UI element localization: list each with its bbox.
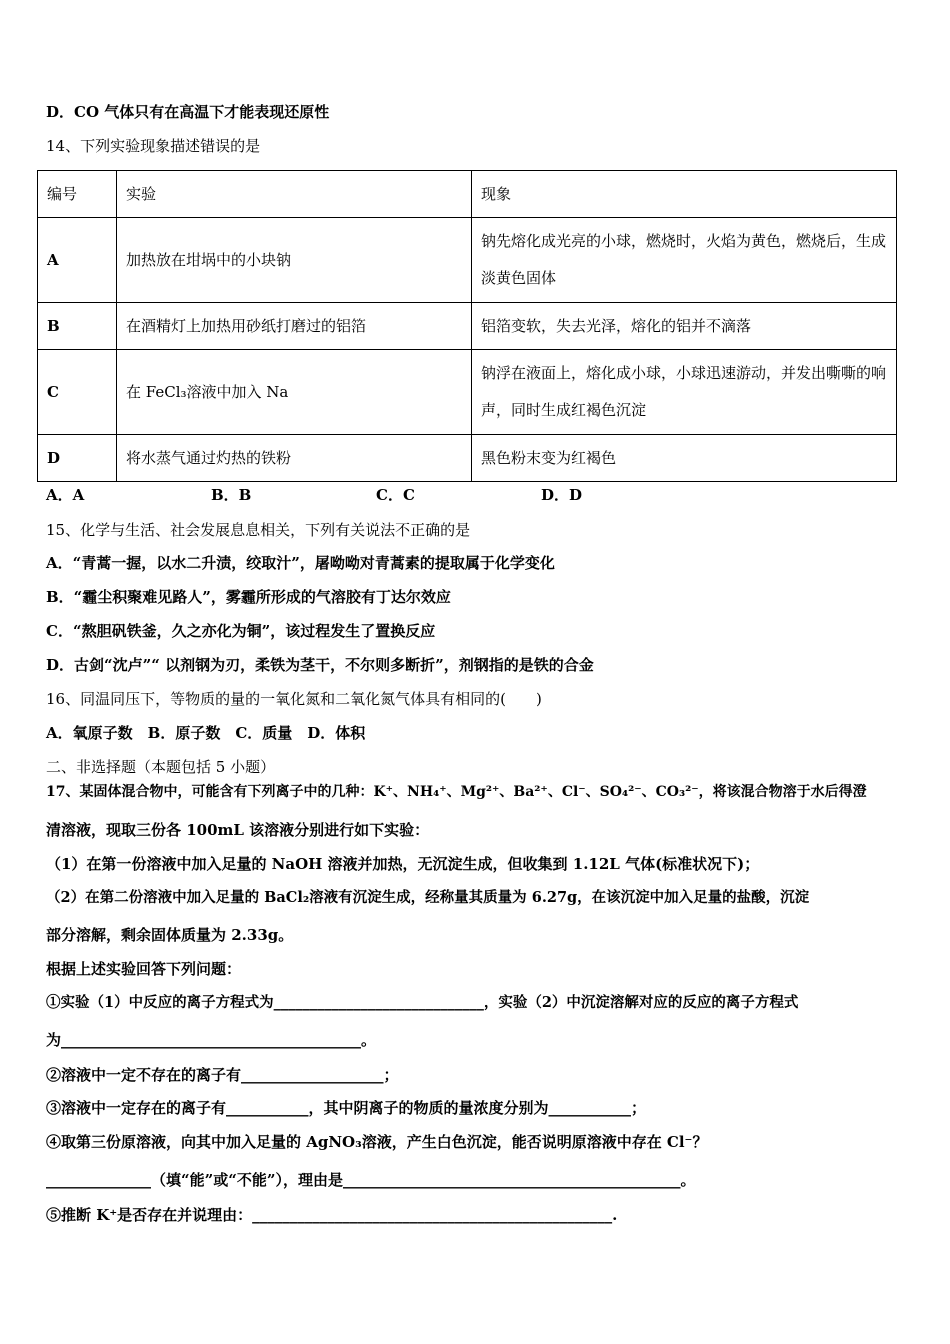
q16-options: A．氧原子数 B．原子数 C．质量 D．体积 <box>46 724 366 742</box>
q14-options <box>46 485 706 505</box>
q17-line: ⑤推断 K⁺是否存在并说理由：________________________________________________. <box>46 1206 618 1224</box>
header-id: 编号 <box>38 171 117 218</box>
row-obs: 黑色粉末变为红褐色 <box>472 435 897 482</box>
row-obs: 钠先熔化成光亮的小球，燃烧时，火焰为黄色，燃烧后，生成淡黄色固体 <box>472 218 897 303</box>
option-a[interactable]: A．A <box>46 486 85 504</box>
q15-option-b: B．“霾尘积聚难见路人”，雾霾所形成的气溶胶有丁达尔效应 <box>46 588 451 606</box>
row-id: B <box>38 303 117 350</box>
q14-stem: 14、下列实验现象描述错误的是 <box>46 137 261 155</box>
q17-line: 清溶液，现取三份各 100mL 该溶液分别进行如下实验： <box>46 821 430 839</box>
row-id: A <box>38 218 117 303</box>
q13-option-d: D．CO 气体只有在高温下才能表现还原性 <box>46 103 330 121</box>
q17-line: 为________________________________________。 <box>46 1031 377 1049</box>
option-d[interactable]: D．D <box>541 486 583 504</box>
q17-line: 根据上述实验回答下列问题： <box>46 960 242 978</box>
q17-line: ②溶液中一定不存在的离子有___________________； <box>46 1066 399 1084</box>
q17-line: （2）在第二份溶液中加入足量的 BaCl₂溶液有沉淀生成，经称量其质量为 6.27g，在该沉淀中加入足量的盐酸，沉淀 <box>46 889 810 906</box>
row-exp: 加热放在坩埚中的小块钠 <box>117 218 472 303</box>
option-b[interactable]: B．B <box>211 486 252 504</box>
row-exp: 在 FeCl₃溶液中加入 Na <box>117 350 472 435</box>
q17-line: 部分溶解，剩余固体质量为 2.33g。 <box>46 926 294 944</box>
q17-line: ①实验（1）中反应的离子方程式为_____________________________，实验（2）中沉淀溶解对应的反应的离子方程式 <box>46 994 799 1011</box>
q14-table <box>37 170 897 482</box>
q15-stem: 15、化学与生活、社会发展息息相关，下列有关说法不正确的是 <box>46 521 471 539</box>
header-exp: 实验 <box>117 171 472 218</box>
q17-line: ______________（填“能”或“不能”），理由是_____________________________________________。 <box>46 1171 696 1189</box>
q15-option-c: C．“熬胆矾铁釜，久之亦化为铜”，该过程发生了置换反应 <box>46 622 436 640</box>
row-obs: 钠浮在液面上，熔化成小球，小球迅速游动，并发出嘶嘶的响声，同时生成红褐色沉淀 <box>472 350 897 435</box>
header-obs: 现象 <box>472 171 897 218</box>
row-obs: 铝箔变软，失去光泽，熔化的铝并不滴落 <box>472 303 897 350</box>
q16-stem: 16、同温同压下，等物质的量的一氧化氮和二氧化氮气体具有相同的( ) <box>46 690 542 708</box>
q17-line: ④取第三份原溶液，向其中加入足量的 AgNO₃溶液，产生白色沉淀，能否说明原溶液中存在 Cl⁻？ <box>46 1133 708 1151</box>
q17-line: ③溶液中一定存在的离子有___________，其中阴离子的物质的量浓度分别为___________； <box>46 1099 647 1117</box>
row-id: D <box>38 435 117 482</box>
row-exp: 在酒精灯上加热用砂纸打磨过的铝箔 <box>117 303 472 350</box>
section-heading: 二、非选择题（本题包括 5 小题） <box>46 758 276 776</box>
row-exp: 将水蒸气通过灼热的铁粉 <box>117 435 472 482</box>
q17-line: （1）在第一份溶液中加入足量的 NaOH 溶液并加热，无沉淀生成，但收集到 1.12L 气体(标准状况下)； <box>46 855 760 873</box>
q17-line: 17、某固体混合物中，可能含有下列离子中的几种：K⁺、NH₄⁺、Mg²⁺、Ba²⁺、Cl⁻、SO₄²⁻、CO₃²⁻，将该混合物溶于水后得澄 <box>46 784 867 800</box>
q15-option-a: A．“青蒿一握，以水二升渍，绞取汁”，屠呦呦对青蒿素的提取属于化学变化 <box>46 554 555 572</box>
row-id: C <box>38 350 117 435</box>
q15-option-d: D．古剑“沈卢”“ 以剂钢为刃，柔铁为茎干，不尔则多断折”，剂钢指的是铁的合金 <box>46 656 594 674</box>
option-c[interactable]: C．C <box>376 486 415 504</box>
